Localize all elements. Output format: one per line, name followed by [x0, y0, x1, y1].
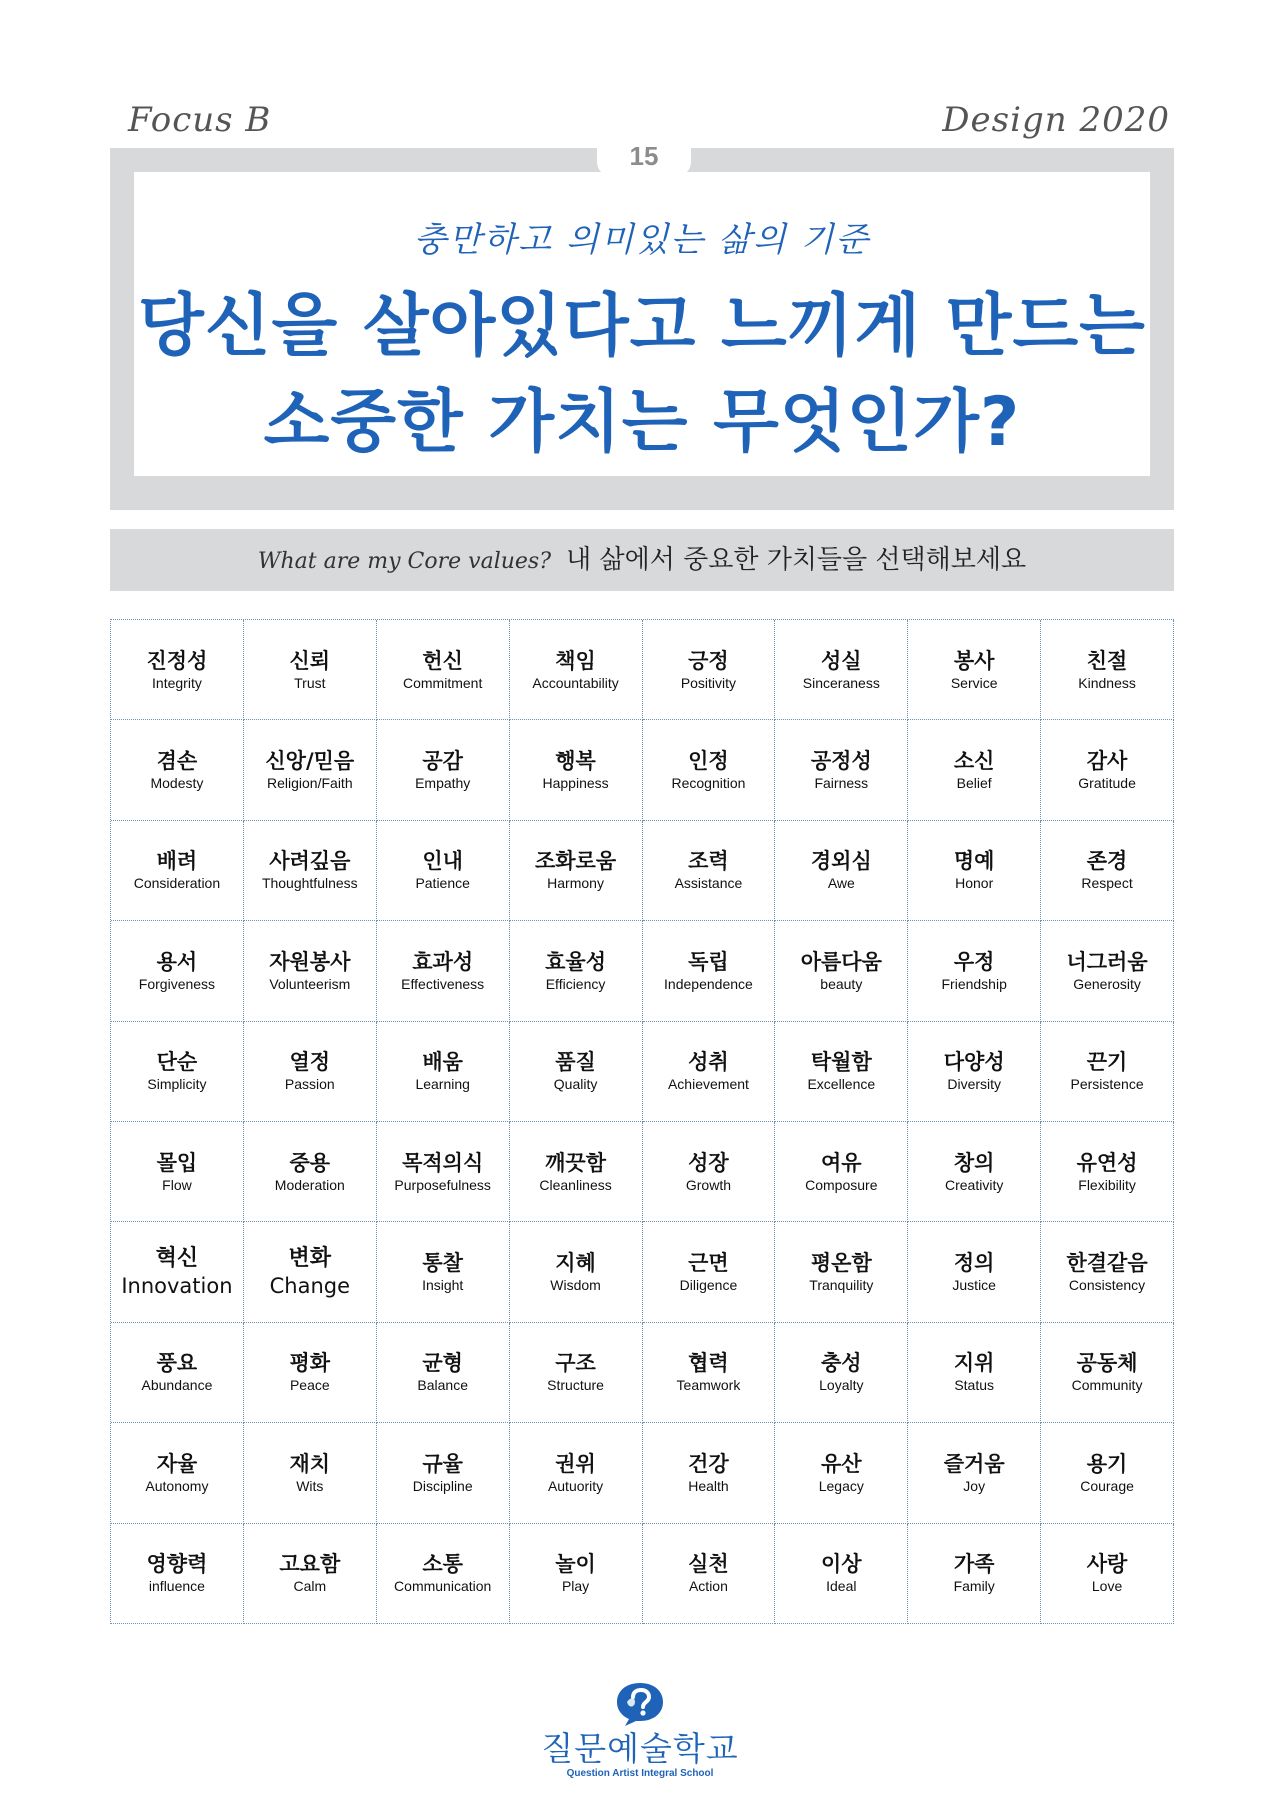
value-korean: 열정: [289, 1050, 331, 1075]
core-values-grid: [110, 619, 1174, 1624]
value-cell[interactable]: [1041, 1524, 1174, 1624]
value-korean: 중용: [289, 1150, 331, 1175]
value-cell[interactable]: [377, 921, 510, 1021]
value-korean: 건강: [688, 1451, 729, 1476]
value-english: Tranquility: [809, 1277, 874, 1294]
value-english: Sinceraness: [802, 674, 880, 691]
instruction-korean: 내 삶에서 중요한 가치들을 선택해보세요: [566, 545, 1027, 575]
school-logo: [540, 1680, 740, 1779]
value-korean: 몰입: [156, 1150, 198, 1175]
value-cell[interactable]: [111, 1323, 244, 1423]
value-korean: 진정성: [146, 648, 208, 673]
value-cell[interactable]: [643, 1222, 776, 1322]
value-cell[interactable]: [775, 620, 908, 720]
value-korean: 성실: [821, 648, 862, 673]
value-cell[interactable]: [1041, 1122, 1174, 1222]
value-english: Volunteerism: [269, 975, 351, 992]
value-korean: 정의: [953, 1251, 995, 1276]
value-cell[interactable]: [643, 1524, 776, 1624]
page-title-line-2: 소중한 가치는 무엇인가?: [263, 383, 1021, 462]
value-cell[interactable]: [1041, 720, 1174, 820]
value-english: Generosity: [1073, 975, 1141, 992]
value-korean: 충성: [821, 1351, 862, 1376]
value-cell[interactable]: [908, 1524, 1041, 1624]
value-english: Forgiveness: [138, 975, 216, 992]
title-box: [134, 172, 1150, 476]
value-english: Courage: [1080, 1477, 1134, 1494]
value-cell[interactable]: [643, 821, 776, 921]
question-bubble-icon: [613, 1680, 667, 1728]
value-cell[interactable]: [510, 620, 643, 720]
value-cell[interactable]: [1041, 1022, 1174, 1122]
value-korean: 창의: [953, 1150, 995, 1175]
value-cell[interactable]: [111, 821, 244, 921]
value-english: Legacy: [818, 1477, 864, 1494]
value-english: Abundance: [141, 1377, 213, 1394]
value-korean: 배움: [422, 1050, 463, 1075]
value-korean: 신뢰: [289, 648, 331, 673]
instruction-bar: [110, 529, 1174, 591]
value-english: Community: [1071, 1377, 1143, 1394]
value-english: Flow: [162, 1176, 192, 1193]
value-cell[interactable]: [111, 720, 244, 820]
value-korean: 사려깊음: [269, 849, 351, 874]
value-english: Moderation: [274, 1176, 345, 1193]
value-cell[interactable]: [244, 1323, 377, 1423]
page-number: 15: [597, 136, 691, 176]
value-english: Autonomy: [145, 1477, 209, 1494]
value-cell[interactable]: [377, 1122, 510, 1222]
value-cell[interactable]: [775, 720, 908, 820]
value-english: Change: [269, 1273, 351, 1298]
value-english: Innovation: [121, 1273, 233, 1298]
value-korean: 효율성: [545, 949, 606, 974]
value-korean: 목적의식: [402, 1150, 484, 1175]
value-english: Consistency: [1068, 1277, 1146, 1294]
value-korean: 유연성: [1076, 1150, 1138, 1175]
value-english: beauty: [820, 975, 863, 992]
value-korean: 실천: [688, 1552, 729, 1577]
value-cell[interactable]: [510, 821, 643, 921]
value-cell[interactable]: [377, 720, 510, 820]
value-korean: 자원봉사: [269, 949, 351, 974]
value-cell[interactable]: [908, 1423, 1041, 1523]
value-cell[interactable]: [775, 1222, 908, 1322]
value-cell[interactable]: [1041, 921, 1174, 1021]
value-korean: 변화: [288, 1245, 332, 1271]
value-english: Calm: [293, 1578, 327, 1595]
value-cell[interactable]: [643, 620, 776, 720]
value-english: Gratitude: [1078, 775, 1136, 792]
value-english: Passion: [284, 1076, 335, 1093]
value-cell[interactable]: [111, 1524, 244, 1624]
value-english: Excellence: [807, 1076, 876, 1093]
value-korean: 한결같음: [1066, 1251, 1148, 1276]
value-korean: 우정: [953, 949, 995, 974]
value-english: Learning: [415, 1076, 470, 1093]
value-english: Diligence: [679, 1277, 738, 1294]
value-cell[interactable]: [377, 1524, 510, 1624]
value-korean: 고요함: [279, 1552, 341, 1577]
value-english: Love: [1091, 1578, 1123, 1595]
value-cell[interactable]: [377, 1022, 510, 1122]
value-korean: 자율: [156, 1451, 198, 1476]
value-cell[interactable]: [775, 1423, 908, 1523]
header-left-label: Focus B: [128, 100, 272, 140]
value-cell[interactable]: [643, 720, 776, 820]
value-korean: 조화로움: [534, 849, 617, 874]
value-english: Awe: [827, 875, 855, 892]
value-cell[interactable]: [377, 1323, 510, 1423]
value-korean: 감사: [1086, 749, 1128, 774]
value-korean: 끈기: [1086, 1050, 1128, 1075]
value-korean: 책임: [555, 648, 596, 673]
value-english: Creativity: [945, 1176, 1004, 1193]
value-english: Harmony: [547, 875, 604, 892]
value-korean: 헌신: [422, 648, 463, 673]
value-cell[interactable]: [510, 1222, 643, 1322]
value-english: Wisdom: [550, 1277, 601, 1294]
value-cell[interactable]: [111, 1022, 244, 1122]
value-cell[interactable]: [377, 821, 510, 921]
value-english: Achievement: [667, 1076, 749, 1093]
value-english: Flexibility: [1078, 1176, 1136, 1193]
value-korean: 인정: [688, 749, 729, 774]
value-cell[interactable]: [510, 1122, 643, 1222]
value-english: Ideal: [826, 1578, 857, 1595]
value-cell[interactable]: [377, 1222, 510, 1322]
value-korean: 재치: [289, 1451, 331, 1476]
value-korean: 너그러움: [1066, 949, 1148, 974]
value-korean: 권위: [555, 1451, 596, 1476]
value-english: Quality: [553, 1076, 598, 1093]
value-korean: 소통: [422, 1552, 463, 1577]
value-korean: 사랑: [1086, 1552, 1128, 1577]
value-cell[interactable]: [1041, 620, 1174, 720]
value-korean: 성장: [688, 1150, 729, 1175]
value-cell[interactable]: [775, 1122, 908, 1222]
value-cell[interactable]: [775, 921, 908, 1021]
value-korean: 여유: [821, 1150, 862, 1175]
value-cell[interactable]: [111, 1122, 244, 1222]
value-english: Belief: [956, 775, 992, 792]
value-cell[interactable]: [111, 921, 244, 1021]
value-korean: 아름다움: [800, 949, 882, 974]
value-english: Empathy: [415, 775, 471, 792]
value-cell[interactable]: [908, 620, 1041, 720]
value-cell[interactable]: [643, 1423, 776, 1523]
value-korean: 경외심: [810, 849, 872, 874]
value-korean: 평온함: [810, 1251, 872, 1276]
value-english: Action: [688, 1578, 728, 1595]
value-english: influence: [148, 1578, 205, 1595]
value-cell[interactable]: [510, 1423, 643, 1523]
value-cell[interactable]: [908, 1323, 1041, 1423]
value-korean: 용서: [156, 949, 198, 974]
value-cell[interactable]: [908, 821, 1041, 921]
value-cell[interactable]: [510, 720, 643, 820]
value-english: Balance: [417, 1377, 468, 1394]
value-korean: 지혜: [555, 1251, 596, 1276]
value-cell[interactable]: [111, 1423, 244, 1523]
value-korean: 즐거움: [943, 1451, 1005, 1476]
value-english: Composure: [805, 1176, 878, 1193]
value-english: Integrity: [152, 674, 202, 691]
value-english: Happiness: [542, 775, 609, 792]
value-english: Family: [953, 1578, 995, 1595]
value-english: Independence: [664, 975, 753, 992]
value-cell[interactable]: [908, 921, 1041, 1021]
value-korean: 효과성: [412, 949, 474, 974]
value-korean: 협력: [688, 1351, 729, 1376]
value-korean: 깨끗함: [545, 1150, 606, 1175]
value-korean: 명예: [953, 849, 995, 874]
value-korean: 놀이: [555, 1552, 596, 1577]
value-english: Diversity: [947, 1076, 1002, 1093]
value-english: Consideration: [133, 875, 221, 892]
value-cell[interactable]: [908, 1022, 1041, 1122]
value-cell[interactable]: [244, 620, 377, 720]
value-cell[interactable]: [510, 921, 643, 1021]
value-english: Friendship: [941, 975, 1007, 992]
value-cell[interactable]: [775, 821, 908, 921]
logo-subtitle: Question Artist Integral School: [566, 1768, 714, 1779]
value-english: Communication: [394, 1578, 492, 1595]
value-cell[interactable]: [377, 1423, 510, 1523]
logo-name: 질문예술학교: [541, 1729, 739, 1768]
value-cell[interactable]: [377, 620, 510, 720]
value-cell[interactable]: [244, 1423, 377, 1523]
value-english: Teamwork: [676, 1377, 741, 1394]
value-korean: 공정성: [810, 749, 872, 774]
subtitle: 충만하고 의미있는 삶의 기준: [413, 220, 871, 260]
value-korean: 이상: [821, 1552, 862, 1577]
value-english: Service: [950, 674, 998, 691]
value-korean: 행복: [555, 749, 596, 774]
value-english: Kindness: [1078, 674, 1136, 691]
value-korean: 지위: [953, 1351, 995, 1376]
value-cell[interactable]: [908, 1222, 1041, 1322]
value-cell[interactable]: [643, 1122, 776, 1222]
value-english: Autuority: [547, 1477, 604, 1494]
value-english: Health: [688, 1477, 729, 1494]
value-english: Commitment: [403, 674, 483, 691]
value-korean: 유산: [821, 1451, 862, 1476]
value-korean: 통찰: [422, 1251, 463, 1276]
value-english: Efficiency: [545, 975, 606, 992]
value-cell[interactable]: [908, 720, 1041, 820]
value-korean: 가족: [953, 1552, 995, 1577]
value-cell[interactable]: [1041, 1423, 1174, 1523]
value-cell[interactable]: [775, 1524, 908, 1624]
value-cell[interactable]: [244, 1022, 377, 1122]
value-cell[interactable]: [775, 1323, 908, 1423]
value-cell[interactable]: [643, 1022, 776, 1122]
value-cell[interactable]: [908, 1122, 1041, 1222]
value-korean: 탁월함: [810, 1050, 872, 1075]
value-korean: 성취: [688, 1050, 729, 1075]
value-cell[interactable]: [111, 1222, 244, 1322]
value-english: Fairness: [814, 775, 869, 792]
value-english: Cleanliness: [539, 1176, 612, 1193]
value-english: Thoughtfulness: [261, 875, 358, 892]
value-cell[interactable]: [510, 1022, 643, 1122]
value-cell[interactable]: [244, 1122, 377, 1222]
value-korean: 소신: [953, 749, 995, 774]
value-cell[interactable]: [1041, 1222, 1174, 1322]
value-english: Accountability: [532, 674, 619, 691]
header-right-label: Design 2020: [942, 100, 1170, 140]
value-korean: 조력: [688, 849, 729, 874]
value-english: Effectiveness: [401, 975, 485, 992]
instruction-english: What are my Core values?: [257, 549, 551, 574]
value-english: Recognition: [671, 775, 746, 792]
value-english: Modesty: [150, 775, 204, 792]
value-korean: 독립: [688, 949, 729, 974]
value-korean: 규율: [422, 1451, 463, 1476]
value-english: Growth: [685, 1176, 731, 1193]
value-korean: 다양성: [943, 1050, 1005, 1075]
value-korean: 품질: [555, 1050, 596, 1075]
value-english: Honor: [955, 875, 994, 892]
value-korean: 풍요: [156, 1351, 198, 1376]
value-english: Positivity: [680, 674, 737, 691]
value-cell[interactable]: [643, 921, 776, 1021]
value-english: Trust: [294, 674, 326, 691]
value-korean: 용기: [1086, 1451, 1128, 1476]
value-cell[interactable]: [244, 1524, 377, 1624]
value-korean: 단순: [156, 1050, 198, 1075]
value-english: Patience: [415, 875, 470, 892]
value-cell[interactable]: [510, 1323, 643, 1423]
value-cell[interactable]: [775, 1022, 908, 1122]
value-english: Religion/Faith: [267, 775, 353, 792]
page-title-line-1: 당신을 살아있다고 느끼게 만드는: [138, 287, 1146, 366]
value-cell[interactable]: [643, 1323, 776, 1423]
value-korean: 신앙/믿음: [265, 749, 355, 774]
value-english: Persistence: [1070, 1076, 1144, 1093]
value-english: Status: [954, 1377, 995, 1394]
value-english: Joy: [963, 1477, 986, 1494]
value-english: Loyalty: [819, 1377, 864, 1394]
value-english: Justice: [952, 1277, 996, 1294]
value-english: Purposefulness: [394, 1176, 491, 1193]
value-korean: 근면: [688, 1251, 729, 1276]
value-korean: 공동체: [1076, 1351, 1138, 1376]
value-english: Discipline: [412, 1477, 473, 1494]
value-english: Structure: [547, 1377, 604, 1394]
value-cell[interactable]: [111, 620, 244, 720]
value-cell[interactable]: [510, 1524, 643, 1624]
value-english: Insight: [422, 1277, 464, 1294]
value-korean: 친절: [1086, 648, 1128, 673]
value-korean: 평화: [289, 1351, 331, 1376]
value-korean: 혁신: [155, 1245, 199, 1271]
value-english: Wits: [296, 1477, 324, 1494]
value-cell[interactable]: [1041, 821, 1174, 921]
value-korean: 인내: [422, 849, 463, 874]
value-korean: 존경: [1086, 849, 1128, 874]
value-cell[interactable]: [244, 921, 377, 1021]
value-korean: 봉사: [953, 648, 995, 673]
value-english: Simplicity: [147, 1076, 207, 1093]
value-cell[interactable]: [244, 821, 377, 921]
value-korean: 영향력: [146, 1552, 208, 1577]
value-english: Play: [561, 1578, 590, 1595]
value-cell[interactable]: [244, 1222, 377, 1322]
value-korean: 배려: [156, 849, 198, 874]
value-korean: 겸손: [156, 749, 198, 774]
value-cell[interactable]: [244, 720, 377, 820]
value-english: Peace: [289, 1377, 330, 1394]
value-english: Assistance: [674, 875, 743, 892]
value-korean: 긍정: [688, 648, 729, 673]
value-korean: 공감: [422, 749, 463, 774]
value-cell[interactable]: [1041, 1323, 1174, 1423]
value-korean: 균형: [422, 1351, 463, 1376]
value-korean: 구조: [555, 1351, 596, 1376]
value-english: Respect: [1081, 875, 1133, 892]
